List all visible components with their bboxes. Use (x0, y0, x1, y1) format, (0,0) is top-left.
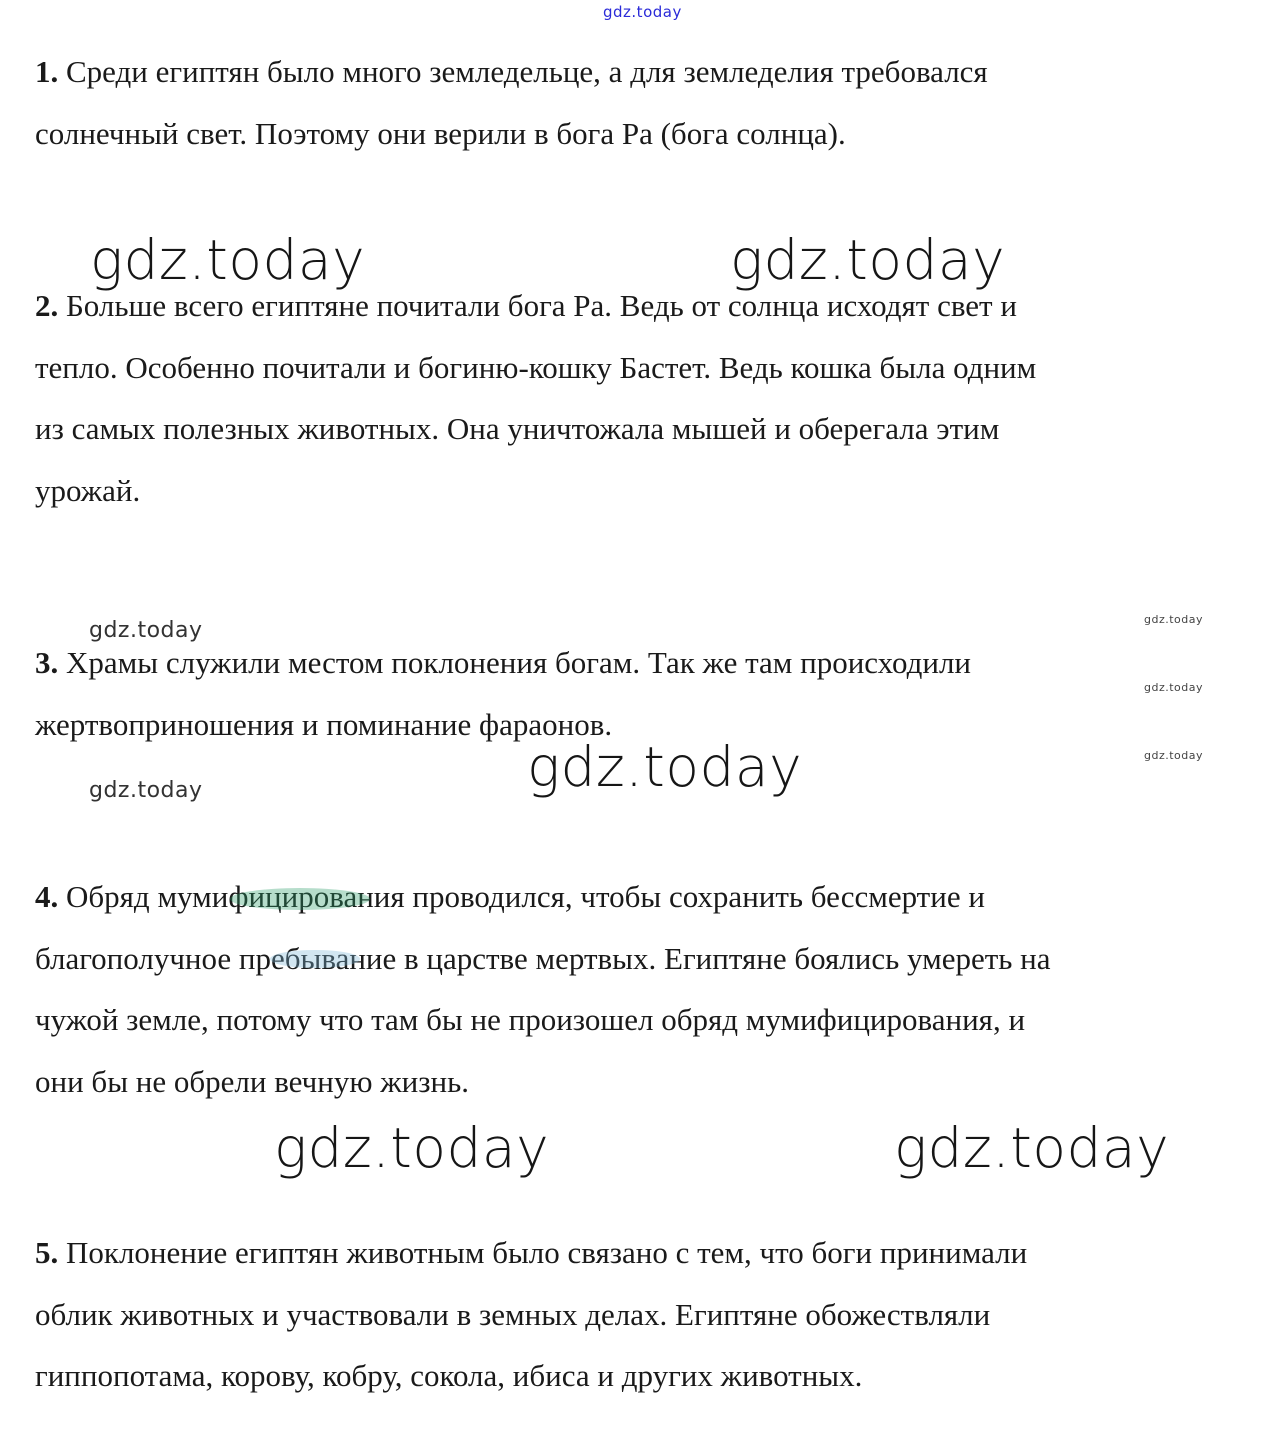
scan-artifact (270, 950, 360, 968)
answer-number: 2. (35, 288, 59, 323)
answer-paragraph-5 (35, 1222, 1250, 1407)
answer-line: облик животных и участвовали в земных делах. Египтяне обожествляли (35, 1296, 991, 1332)
answer-line: Храмы служили местом поклонения богам. Так же там происходили (66, 645, 972, 680)
answer-line: они бы не обрели вечную жизнь. (35, 1063, 469, 1099)
watermark-medium: gdz.today (89, 618, 203, 643)
answer-line: тепло. Особенно почитали и богиню-кошку Бастет. Ведь кошка была одним (35, 349, 1037, 385)
answer-number: 3. (35, 645, 59, 680)
watermark-small: gdz.today (1144, 681, 1204, 694)
watermark-large: gdz.today (274, 1116, 550, 1180)
answer-number: 4. (35, 879, 59, 914)
watermark-top: gdz.today (603, 3, 682, 21)
answer-number: 1. (35, 54, 59, 89)
answer-line: благополучное пребывание в царстве мертвых. Египтяне боялись умереть на (35, 940, 1051, 976)
watermark-small: gdz.today (1144, 613, 1204, 626)
answer-paragraph-1 (35, 41, 1250, 164)
watermark-medium: gdz.today (89, 778, 203, 803)
watermark-small: gdz.today (1144, 749, 1204, 762)
answer-paragraph-2 (35, 275, 1250, 521)
answer-line: Обряд мумифицирования проводился, чтобы сохранить бессмертие и (66, 879, 985, 914)
answer-line: Среди египтян было много земледельце, а для земледелия требовался (66, 54, 988, 89)
answer-line: солнечный свет. Поэтому они верили в бога Ра (бога солнца). (35, 115, 846, 151)
answer-line: Поклонение египтян животным было связано с тем, что боги принимали (66, 1235, 1028, 1270)
answer-line: жертвоприношения и поминание фараонов. (35, 706, 613, 742)
answer-line: гиппопотама, корову, кобру, сокола, ибиса и других животных. (35, 1358, 863, 1393)
answer-number: 5. (35, 1235, 59, 1270)
watermark-large: gdz.today (527, 735, 803, 799)
watermark-large: gdz.today (90, 228, 366, 292)
scan-artifact (230, 888, 370, 910)
answer-line: урожай. (35, 472, 141, 508)
watermark-large: gdz.today (730, 228, 1006, 292)
answer-line: чужой земле, потому что там бы не произошел обряд мумифицирования, и (35, 1002, 1026, 1037)
watermark-large: gdz.today (894, 1116, 1170, 1180)
answer-line: Больше всего египтяне почитали бога Ра. Ведь от солнца исходят свет и (66, 288, 1017, 323)
answer-paragraph-4 (35, 866, 1250, 1112)
answer-line: из самых полезных животных. Она уничтожала мышей и оберегала этим (35, 411, 1000, 446)
